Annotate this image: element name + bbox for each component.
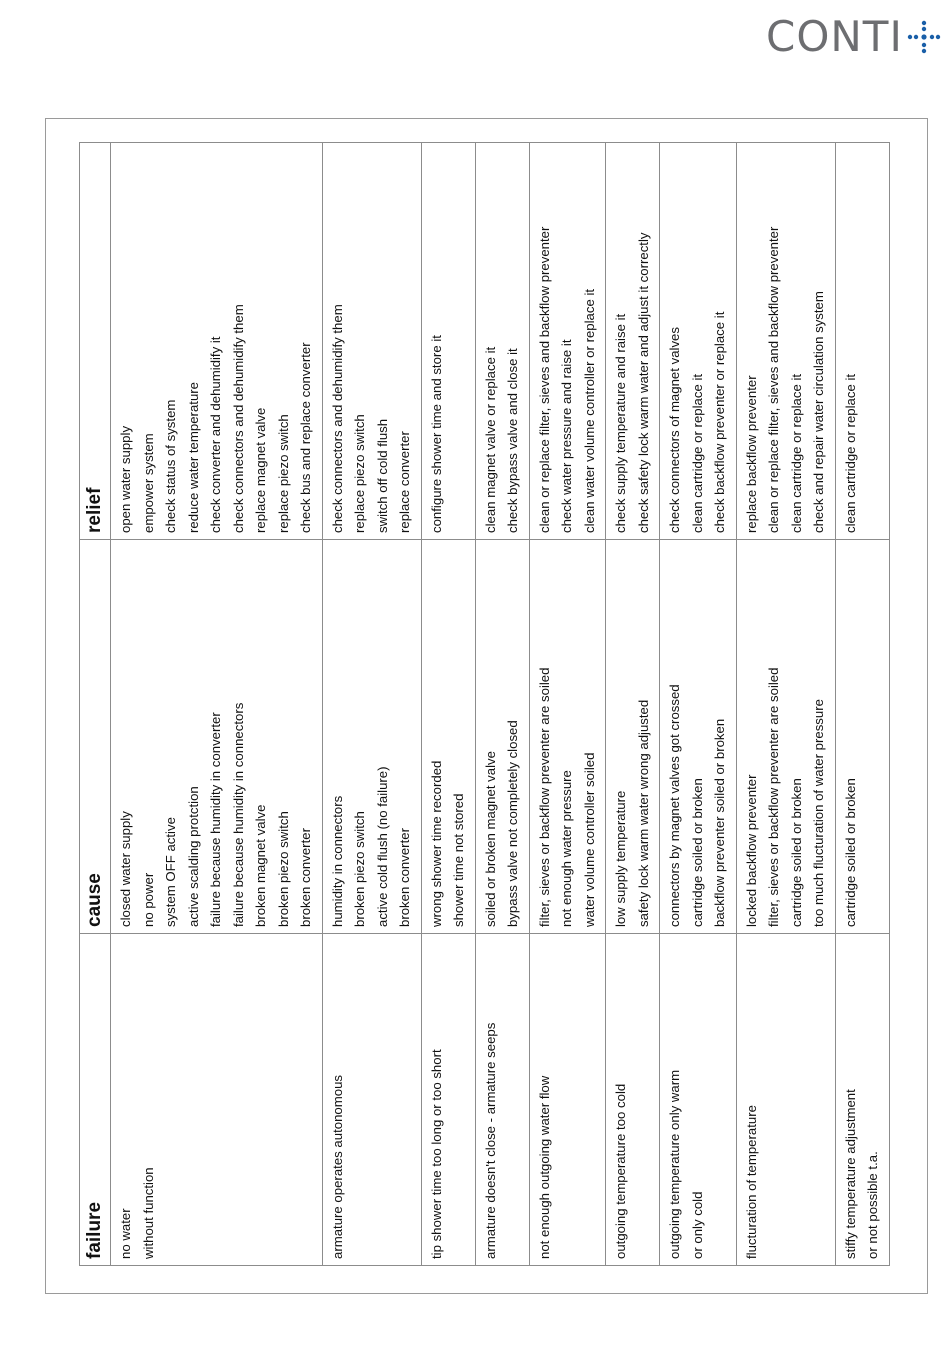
failure-cell bbox=[736, 934, 835, 1266]
relief-cell bbox=[660, 143, 737, 540]
failure-cell bbox=[421, 934, 475, 1266]
relief-cell bbox=[421, 143, 475, 540]
relief-line: check bypass valve and close it bbox=[505, 348, 520, 533]
cause-line: no power bbox=[140, 872, 156, 927]
header-relief: relief bbox=[80, 143, 111, 540]
relief-line: clean magnet valve or replace it bbox=[482, 346, 498, 533]
table-row bbox=[322, 143, 421, 1266]
cause-line: backflow preventer soiled or broken bbox=[712, 718, 727, 927]
table-row bbox=[660, 143, 737, 1266]
cause-cell bbox=[660, 540, 737, 934]
failure-cell bbox=[111, 934, 323, 1266]
failure-line: flucturation of temperature bbox=[743, 1105, 759, 1259]
relief-line: check converter and dehumidify it bbox=[208, 336, 223, 533]
cause-cell bbox=[322, 540, 421, 934]
failure-cell bbox=[835, 934, 889, 1266]
cause-line: cartridge soiled or broken bbox=[842, 778, 858, 927]
failure-line: or only cold bbox=[689, 1191, 705, 1259]
relief-line: switch off cold flush bbox=[374, 418, 390, 533]
relief-line: clean water volume controller or replace it bbox=[581, 288, 597, 533]
cause-line: filter, sieves or backflow preventer are soiled bbox=[766, 667, 781, 927]
table-row bbox=[475, 143, 529, 1266]
logo-plus-icon bbox=[907, 20, 941, 54]
cause-line: cartridge soiled or broken bbox=[788, 778, 804, 927]
cause-cell bbox=[111, 540, 323, 934]
table-row bbox=[835, 143, 889, 1266]
failure-line: tip shower time too long or too short bbox=[428, 1049, 444, 1259]
table-row bbox=[606, 143, 660, 1266]
relief-cell bbox=[835, 143, 889, 540]
cause-line: broken piezo switch bbox=[352, 811, 367, 927]
relief-line: clean or replace filter, sieves and backflow preventer bbox=[766, 226, 781, 533]
relief-line: check water pressure and raise it bbox=[559, 339, 574, 533]
cause-line: not enough water pressure bbox=[559, 770, 574, 927]
cause-line: cartridge soiled or broken bbox=[689, 778, 705, 927]
relief-cell bbox=[736, 143, 835, 540]
relief-line: check backflow preventer or replace it bbox=[712, 311, 727, 533]
table-header-row bbox=[80, 143, 111, 1266]
cause-line: system OFF active bbox=[163, 817, 178, 927]
cause-line: filter, sieves or backflow preventer are soiled bbox=[536, 667, 552, 927]
relief-line: clean cartridge or replace it bbox=[842, 373, 858, 533]
failure-line: outgoing temperature only warm bbox=[667, 1069, 682, 1259]
relief-line: replace converter bbox=[397, 431, 412, 533]
troubleshooting-table-wrapper bbox=[79, 143, 880, 1266]
relief-line: check status of system bbox=[163, 399, 178, 533]
cause-line: humidity in connectors bbox=[329, 795, 345, 927]
cause-line: locked backflow preventer bbox=[743, 774, 759, 927]
cause-line: safety lock warm water wrong adjusted bbox=[635, 699, 651, 927]
failure-cell bbox=[529, 934, 606, 1266]
failure-line: armature doesn't close - armature seeps bbox=[482, 1022, 498, 1259]
relief-line: replace magnet valve bbox=[253, 407, 268, 533]
logo-text: CONTI bbox=[766, 12, 903, 61]
relief-line: check and repair water circulation system bbox=[811, 291, 826, 533]
relief-line: check connectors and dehumidify them bbox=[230, 304, 246, 533]
failure-line: outgoing temperature too cold bbox=[613, 1083, 628, 1259]
failure-line: or not possible t.a. bbox=[865, 1151, 880, 1259]
cause-line: active cold flush (no failure) bbox=[374, 766, 390, 927]
cause-cell bbox=[835, 540, 889, 934]
relief-line: open water supply bbox=[118, 425, 133, 533]
header-failure: failure bbox=[80, 934, 111, 1266]
relief-cell bbox=[111, 143, 323, 540]
cause-cell bbox=[421, 540, 475, 934]
cause-line: shower time not stored bbox=[451, 793, 466, 927]
table-row bbox=[111, 143, 323, 1266]
cause-line: soiled or broken magnet valve bbox=[482, 751, 498, 927]
relief-line: clean or replace filter, sieves and backflow preventer bbox=[536, 226, 552, 533]
cause-line: water volume controller soiled bbox=[581, 752, 597, 927]
table-body bbox=[111, 143, 890, 1266]
failure-line: armature operates autonomous bbox=[329, 1074, 345, 1259]
cause-cell bbox=[736, 540, 835, 934]
failure-cell bbox=[475, 934, 529, 1266]
cause-cell bbox=[475, 540, 529, 934]
cause-line: wrong shower time recorded bbox=[428, 760, 444, 927]
relief-line: clean cartridge or replace it bbox=[788, 373, 804, 533]
failure-cell bbox=[322, 934, 421, 1266]
relief-cell bbox=[606, 143, 660, 540]
cause-line: broken converter bbox=[397, 828, 412, 927]
relief-line: empower system bbox=[140, 433, 156, 533]
cause-line: closed water supply bbox=[118, 811, 133, 927]
relief-line: reduce water temperature bbox=[185, 382, 201, 533]
relief-cell bbox=[529, 143, 606, 540]
relief-line: check supply temperature and raise it bbox=[613, 313, 628, 533]
relief-line: clean cartridge or replace it bbox=[689, 373, 705, 533]
cause-line: bypass valve not completely closed bbox=[505, 720, 520, 927]
relief-cell bbox=[322, 143, 421, 540]
table-row bbox=[421, 143, 475, 1266]
cause-line: low supply temperature bbox=[613, 790, 628, 927]
relief-line: check connectors of magnet valves bbox=[667, 327, 682, 533]
failure-line: without function bbox=[140, 1167, 156, 1259]
relief-line: check bus and replace converter bbox=[298, 342, 313, 533]
cause-cell bbox=[529, 540, 606, 934]
conti-logo bbox=[766, 14, 941, 60]
cause-line: failure because humidity in converter bbox=[208, 712, 223, 927]
relief-line: check connectors and dehumidify them bbox=[329, 304, 345, 533]
troubleshooting-table bbox=[79, 142, 890, 1266]
table-row bbox=[529, 143, 606, 1266]
relief-line: replace piezo switch bbox=[275, 414, 291, 533]
relief-line: configure shower time and store it bbox=[428, 335, 444, 533]
relief-line: replace backflow preventer bbox=[743, 375, 759, 533]
table-row bbox=[736, 143, 835, 1266]
cause-line: too much flucturation of water pressure bbox=[811, 699, 826, 927]
failure-cell bbox=[606, 934, 660, 1266]
cause-line: active scalding protction bbox=[185, 786, 201, 927]
relief-cell bbox=[475, 143, 529, 540]
failure-line: no water bbox=[118, 1208, 133, 1259]
cause-line: broken piezo switch bbox=[275, 811, 291, 927]
failure-line: not enough outgoing water flow bbox=[536, 1075, 552, 1259]
relief-line: replace piezo switch bbox=[352, 414, 367, 533]
failure-cell bbox=[660, 934, 737, 1266]
relief-line: check safety lock warm water and adjust it correctly bbox=[635, 232, 651, 533]
cause-line: broken magnet valve bbox=[253, 804, 268, 927]
cause-cell bbox=[606, 540, 660, 934]
cause-line: failure because humidity in connectors bbox=[230, 702, 246, 927]
header-cause: cause bbox=[80, 540, 111, 934]
cause-line: broken converter bbox=[298, 828, 313, 927]
cause-line: connectors by magnet valves got crossed bbox=[667, 684, 682, 927]
rotated-table-container bbox=[79, 143, 880, 1266]
failure-line: stiffy temperature adjustment bbox=[842, 1089, 858, 1259]
